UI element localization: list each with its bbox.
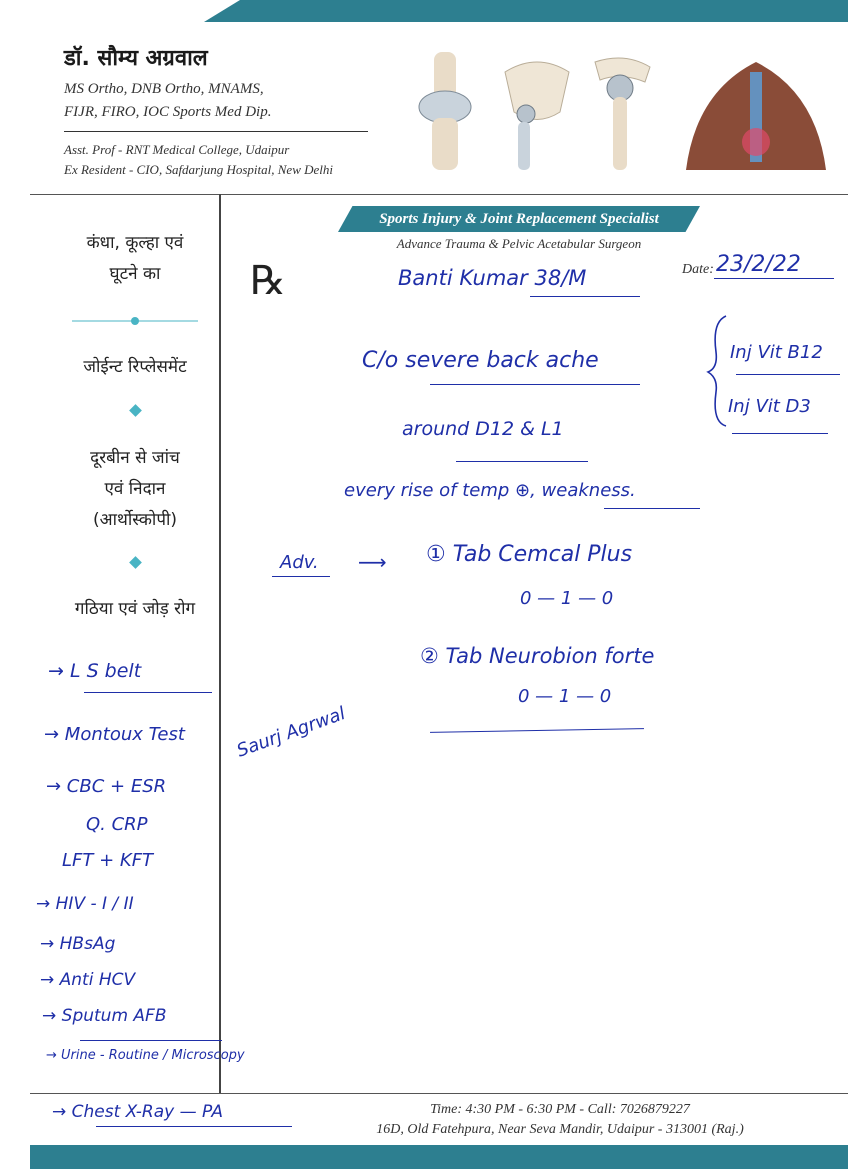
injection-vit-d3: Inj Vit D3 [728, 396, 811, 417]
diamond-separator-icon [129, 556, 142, 569]
specialty-banner-text: Sports Injury & Joint Replacement Specialist [379, 211, 659, 227]
knee-joint-icon [404, 52, 488, 170]
medication-underline [430, 728, 644, 733]
investigation-item: LFT + KFT [62, 850, 154, 871]
header-divider [30, 194, 848, 195]
investigation-item: → HIV - I / II [36, 894, 134, 914]
sidebar-item-joint-replacement: जोईन्ट रिप्लेसमेंट [83, 357, 187, 377]
investigation-item: Q. CRP [86, 814, 148, 835]
investigation-item: → Chest X-Ray — PA [52, 1102, 224, 1122]
date-value: 23/2/22 [716, 252, 801, 277]
advice-label: Adv. [280, 552, 319, 573]
patient-underline [530, 296, 640, 297]
top-band-cutout [0, 0, 240, 22]
hip-joint-icon [500, 52, 574, 170]
injection-underline [732, 433, 828, 434]
medication-2-dose: 0 — 1 — 0 [518, 686, 612, 707]
sidebar-item-arthroscopy: दूरबीन से जांच एवं निदान (आर्थोस्कोपी) [90, 448, 180, 530]
clinical-history: every rise of temp ⊕, weakness. [344, 480, 636, 501]
arrow-right-icon: ⟶ [358, 550, 387, 574]
patient-name-age: Banti Kumar 38/M [398, 266, 587, 290]
rx-symbol: ℞ [250, 258, 286, 304]
complaint-underline [430, 384, 640, 385]
sidebar-item-shoulder-hip-knee: कंधा, कूल्हा एवं घूटने का [86, 233, 184, 284]
doctor-name: डॉ. सौम्य अग्रवाल [64, 46, 208, 71]
qualifications-divider [64, 131, 368, 132]
investigation-item: → Anti HCV [40, 970, 136, 990]
doctor-signature: Saurj Agrwal [234, 703, 349, 762]
brace-icon [704, 312, 730, 430]
footer-divider [30, 1093, 848, 1094]
doctor-qualifications: MS Ortho, DNB Ortho, MNAMS, FIJR, FIRO, IOC Sports Med Dip. [64, 81, 272, 120]
investigation-underline [84, 692, 212, 693]
chief-complaint: C/o severe back ache [362, 348, 599, 373]
date-label: Date: [682, 262, 714, 277]
investigation-item: → CBC + ESR [46, 776, 167, 797]
sidebar-separator [72, 316, 198, 326]
medication-1-name: ① Tab Cemcal Plus [426, 542, 633, 567]
investigation-item: → Urine - Routine / Microscopy [46, 1048, 245, 1063]
date-underline [714, 278, 834, 279]
sidebar-divider [219, 194, 221, 1094]
investigation-item: → Sputum AFB [42, 1006, 167, 1026]
doctor-positions: Asst. Prof - RNT Medical College, Udaipur Ex Resident - CIO, Safdarjung Hospital, New Delhi [64, 142, 334, 177]
spine-back-icon [676, 52, 836, 170]
bottom-color-band [30, 1145, 848, 1169]
diamond-separator-icon [129, 404, 142, 417]
pain-location: around D12 & L1 [402, 418, 564, 440]
sidebar-item-arthritis: गठिया एवं जोड़ रोग [74, 599, 196, 619]
medication-1-dose: 0 — 1 — 0 [520, 588, 614, 609]
location-underline [456, 461, 588, 462]
injection-vit-b12: Inj Vit B12 [730, 342, 823, 363]
history-underline [604, 508, 700, 509]
surgeon-subtitle: Advance Trauma & Pelvic Acetabular Surgeon [396, 236, 642, 251]
investigation-underline [96, 1126, 292, 1127]
investigation-item: → Montoux Test [44, 724, 185, 745]
investigation-underline [80, 1040, 222, 1041]
medication-2-name: ② Tab Neurobion forte [420, 644, 655, 668]
investigation-item: → L S belt [48, 660, 142, 682]
injection-underline [736, 374, 840, 375]
advice-underline [272, 576, 330, 577]
clinic-footer: Time: 4:30 PM - 6:30 PM - Call: 7026879227 16D, Old Fatehpura, Near Seva Mandir, Udaipur - 313001 (Raj.) [376, 1102, 744, 1137]
shoulder-joint-icon [590, 52, 660, 170]
investigation-item: → HBsAg [40, 934, 116, 954]
